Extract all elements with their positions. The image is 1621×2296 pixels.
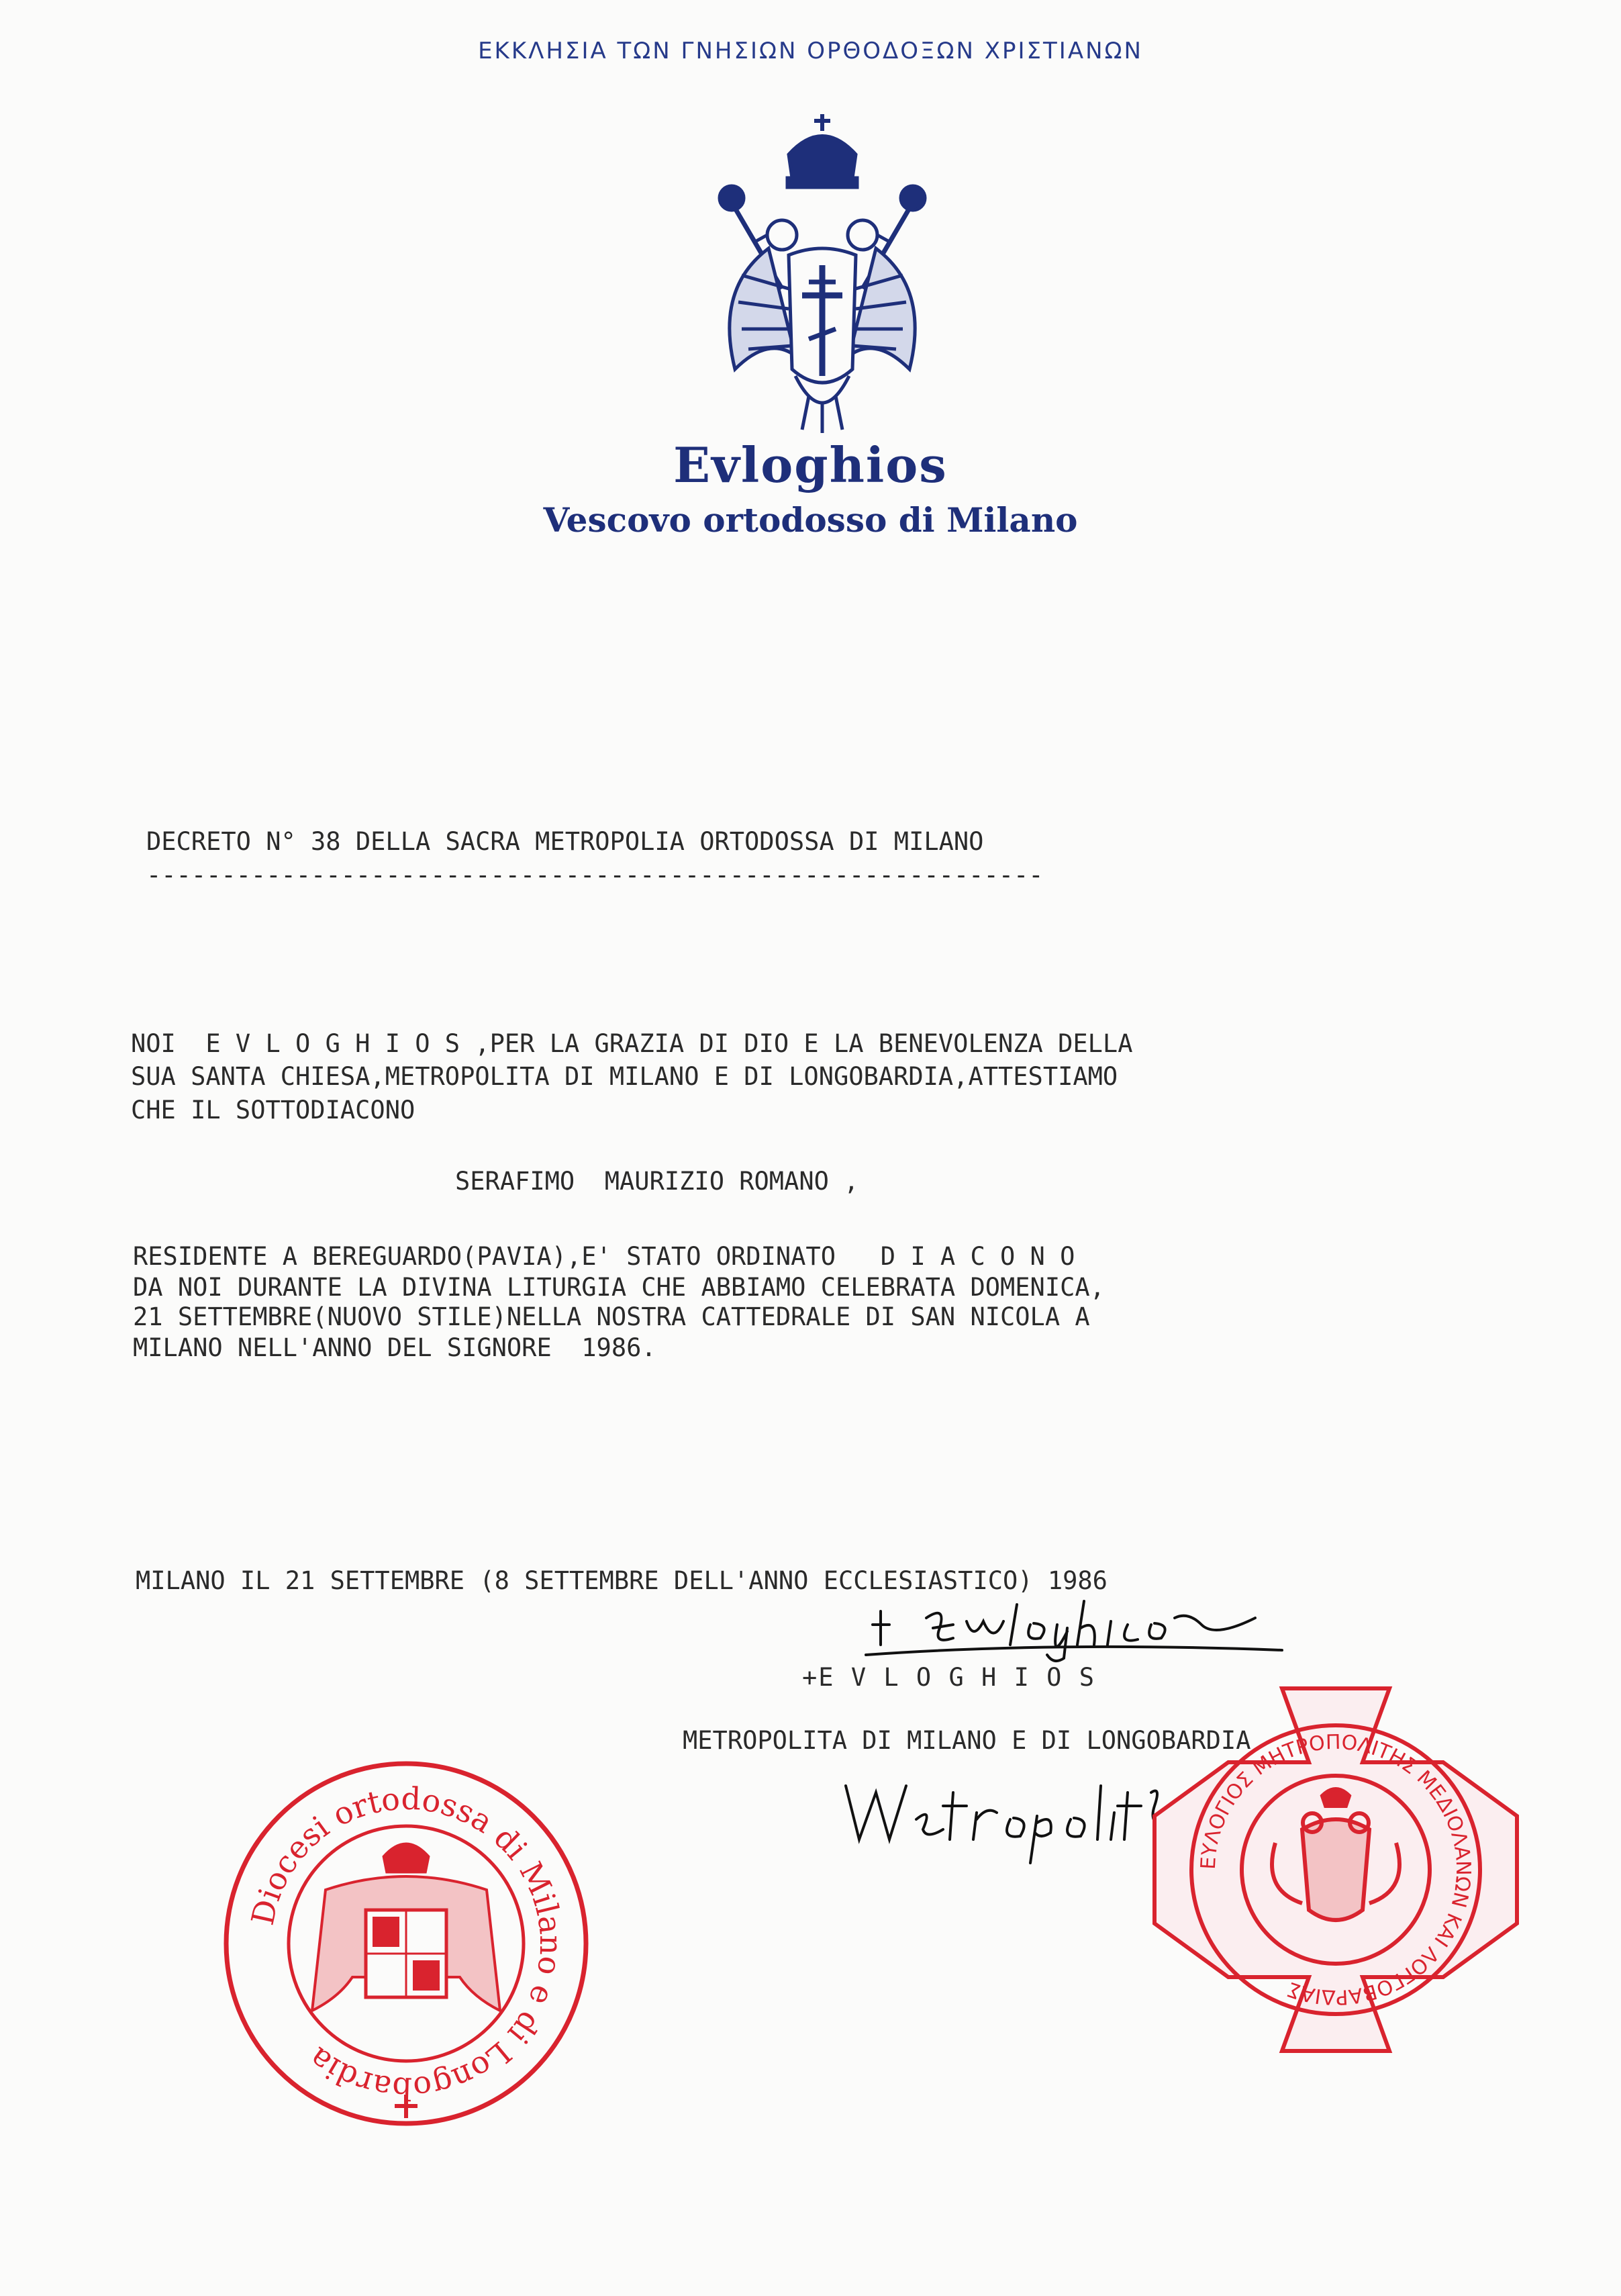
paragraph1-line1: NOI E V L O G H I O S ,PER LA GRAZIA DI DIO E LA BENEVOLENZA DELLA: [131, 1029, 1133, 1058]
paragraph2-line1: RESIDENTE A BEREGUARDO(PAVIA),E' STATO ORDINATO D I A C O N O: [133, 1242, 1075, 1271]
bishop-title: Vescovo ortodosso di Milano: [543, 500, 1078, 540]
paragraph2-line3: 21 SETTEMBRE(NUOVO STILE)NELLA NOSTRA CATTEDRALE DI SAN NICOLA A: [133, 1302, 1090, 1331]
signatory-title: METROPOLITA DI MILANO E DI LONGOBARDIA: [683, 1726, 1251, 1755]
bishop-name: Evloghios: [673, 436, 948, 493]
paragraph1-line3: CHE IL SOTTODIACONO: [131, 1096, 415, 1125]
paragraph2-line4: MILANO NELL'ANNO DEL SIGNORE 1986.: [133, 1333, 656, 1362]
decree-underline: ------------------------------------------------------------: [146, 861, 1044, 890]
church-name-greek: ΕΚΚΛΗΣΙΑ ΤΩΝ ΓΝΗΣΙΩΝ ΟΡΘΟΔΟΞΩΝ ΧΡΙΣΤΙΑΝΩΝ: [478, 38, 1143, 64]
date-line: MILANO IL 21 SETTEMBRE (8 SETTEMBRE DELL'ANNO ECCLESIASTICO) 1986: [136, 1566, 1108, 1595]
seal-left-text: Diocesi ortodossa di Milano e di Longobardia: [244, 1780, 570, 2107]
recipient-name: SERAFIMO MAURIZIO ROMANO ,: [455, 1167, 859, 1196]
typed-signature-name: +E V L O G H I O S: [802, 1663, 1095, 1692]
seal-right-text: ΕΥΛΟΓΙΟΣ ΜΗΤΡΟΠΟΛΙΤΗΣ ΜΕΔΙΟΛΑΝΩΝ ΚΑΙ ΛΟΓΓΟΒΑΡΔΙΑΣ: [1196, 1730, 1475, 2009]
double-headed-eagle-icon: [708, 114, 936, 436]
handwritten-signature: [852, 1591, 1295, 1665]
paragraph1-line2: SUA SANTA CHIESA,METROPOLITA DI MILANO E DI LONGOBARDIA,ATTESTIAMO: [131, 1062, 1118, 1091]
decree-title: DECRETO N° 38 DELLA SACRA METROPOLIA ORTODOSSA DI MILANO: [146, 827, 984, 856]
paragraph2-line2: DA NOI DURANTE LA DIVINA LITURGIA CHE ABBIAMO CELEBRATA DOMENICA,: [133, 1273, 1105, 1302]
diocese-seal-stamp: [218, 1756, 594, 2132]
metropolitan-cross-seal-stamp: [1141, 1675, 1530, 2064]
